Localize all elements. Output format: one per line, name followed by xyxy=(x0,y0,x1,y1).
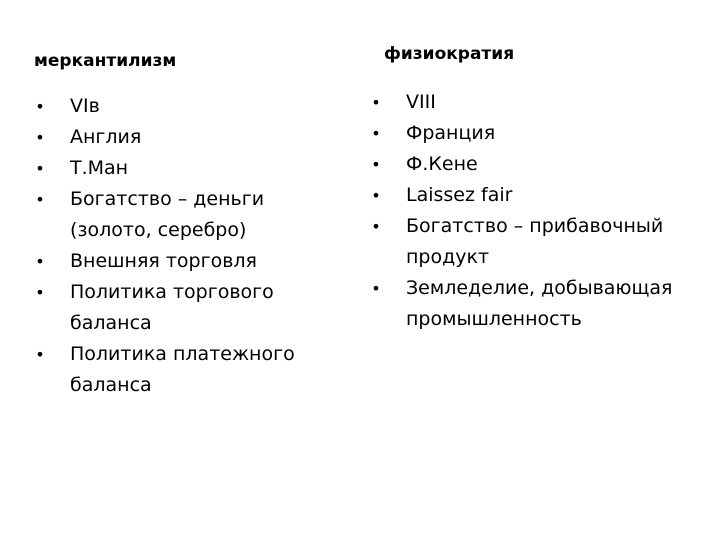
list-item xyxy=(370,149,710,180)
bullet-icon: • xyxy=(35,97,45,116)
list-item-text: Ф.Кене xyxy=(406,153,478,175)
bullet-icon: • xyxy=(371,186,381,205)
list-item-text: Богатство – прибавочный продукт xyxy=(406,215,664,268)
right-bullet-list xyxy=(370,87,710,335)
left-bullet-list xyxy=(34,91,334,401)
list-item-text: VIв xyxy=(70,95,100,117)
list-item xyxy=(34,91,334,122)
bullet-icon: • xyxy=(371,124,381,143)
list-item-text: Франция xyxy=(406,122,496,144)
bullet-icon: • xyxy=(35,283,45,302)
bullet-icon: • xyxy=(371,155,381,174)
bullet-icon: • xyxy=(35,128,45,147)
list-item xyxy=(370,87,710,118)
list-item-text: Политика торгового баланса xyxy=(70,281,274,334)
list-item xyxy=(34,184,334,246)
list-item-text: Внешняя торговля xyxy=(70,250,257,272)
list-item xyxy=(370,118,710,149)
bullet-icon: • xyxy=(35,190,45,209)
right-heading: физиократия xyxy=(384,44,515,64)
list-item xyxy=(370,180,710,211)
list-item-text: Богатство – деньги (золото, серебро) xyxy=(70,188,265,241)
list-item xyxy=(34,277,334,339)
bullet-icon: • xyxy=(35,159,45,178)
list-item-text: Т.Ман xyxy=(70,157,129,179)
list-item-text: Англия xyxy=(70,126,142,148)
list-item xyxy=(34,153,334,184)
list-item xyxy=(34,339,334,401)
list-item xyxy=(370,211,710,273)
bullet-icon: • xyxy=(371,93,381,112)
bullet-icon: • xyxy=(35,252,45,271)
list-item xyxy=(34,246,334,277)
list-item-text: Laissez fair xyxy=(406,184,513,206)
bullet-icon: • xyxy=(371,279,381,298)
list-item-text: Земледелие, добывающая промышленность xyxy=(406,277,673,330)
list-item xyxy=(34,122,334,153)
left-heading: меркантилизм xyxy=(34,51,177,71)
list-item-text: Политика платежного баланса xyxy=(70,343,295,396)
bullet-icon: • xyxy=(371,217,381,236)
bullet-icon: • xyxy=(35,345,45,364)
list-item-text: VIII xyxy=(406,91,436,113)
list-item xyxy=(370,273,710,335)
